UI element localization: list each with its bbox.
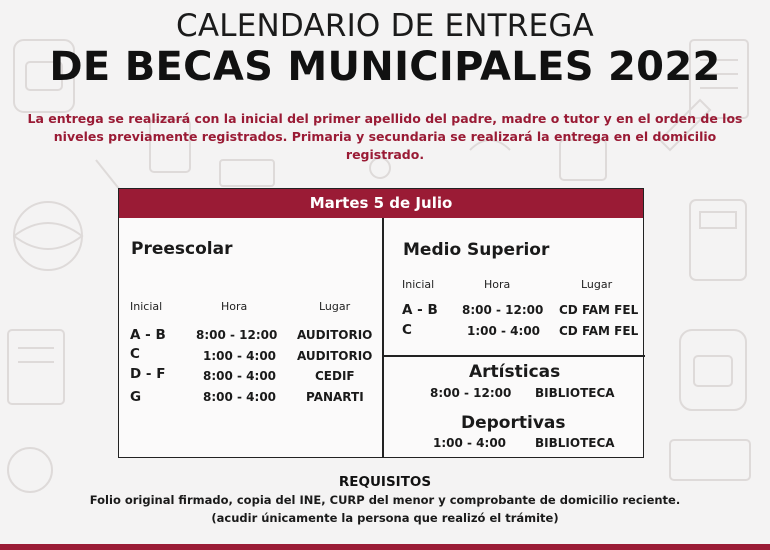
globe-icon (14, 202, 82, 270)
preescolar-header-hora: Hora (221, 300, 248, 313)
preescolar-header-lugar: Lugar (319, 300, 351, 313)
deportivas-title: Deportivas (461, 413, 566, 433)
artisticas-title: Artísticas (469, 362, 561, 382)
medio-superior-row-2-lugar: CD FAM FEL (559, 324, 639, 338)
preescolar-row-4-lugar: PANARTI (306, 390, 364, 404)
preescolar-row-3-inicial: D - F (130, 366, 166, 382)
preescolar-row-2-hora: 1:00 - 4:00 (203, 349, 277, 363)
requisitos-line-2: (acudir únicamente la persona que realizó el trámite) (211, 511, 559, 525)
preescolar-row-1-inicial: A - B (130, 327, 166, 343)
backpack-icon-right (680, 330, 746, 410)
book-icon (8, 330, 64, 404)
preescolar-header-inicial: Inicial (130, 300, 163, 313)
intro-line-1: La entrega se realizará con la inicial del primer apellido del padre, madre o tutor y en el orden de los (27, 111, 743, 126)
artisticas-hora: 8:00 - 12:00 (430, 386, 512, 400)
intro-text (20, 110, 750, 164)
preescolar-row-1-lugar: AUDITORIO (297, 328, 373, 342)
medio-superior-header-inicial: Inicial (402, 278, 435, 291)
preescolar-row-3-lugar: CEDIF (315, 369, 355, 383)
deportivas-lugar: BIBLIOTECA (535, 436, 615, 450)
bottom-accent-bar (0, 544, 770, 550)
intro-line-2: niveles previamente registrados. Primaria y secundaria se realizará la entrega en el domicilio registrado. (53, 129, 717, 162)
row-divider (383, 355, 645, 357)
preescolar-row-2-inicial: C (130, 346, 140, 362)
medio-superior-row-2-hora: 1:00 - 4:00 (467, 324, 541, 338)
column-divider (382, 218, 384, 458)
medio-superior-header-hora: Hora (484, 278, 511, 291)
medio-superior-row-2-inicial: C (402, 322, 412, 338)
requisitos-title: REQUISITOS (338, 474, 432, 490)
medio-superior-row-1-lugar: CD FAM FEL (559, 303, 639, 317)
preescolar-title: Preescolar (131, 239, 233, 259)
schedule-date: Martes 5 de Julio (119, 189, 643, 218)
medio-superior-title: Medio Superior (403, 240, 550, 260)
preescolar-row-4-hora: 8:00 - 4:00 (203, 390, 277, 404)
title-line-2: DE BECAS MUNICIPALES 2022 (49, 44, 721, 90)
preescolar-row-3-hora: 8:00 - 4:00 (203, 369, 277, 383)
preescolar-row-4-inicial: G (130, 389, 142, 405)
schedule-table (118, 188, 644, 458)
medio-superior-header-lugar: Lugar (581, 278, 613, 291)
medio-superior-row-1-inicial: A - B (402, 302, 438, 318)
preescolar-row-1-hora: 8:00 - 12:00 (196, 328, 278, 342)
deportivas-hora: 1:00 - 4:00 (433, 436, 507, 450)
ruler-icon (96, 160, 120, 190)
title-line-1: CALENDARIO DE ENTREGA (176, 8, 594, 44)
requisitos-line-1: Folio original firmado, copia del INE, CURP del menor y comprobante de domicilio reciente. (89, 493, 681, 507)
medio-superior-row-1-hora: 8:00 - 12:00 (462, 303, 544, 317)
artisticas-lugar: BIBLIOTECA (535, 386, 615, 400)
preescolar-row-2-lugar: AUDITORIO (297, 349, 373, 363)
